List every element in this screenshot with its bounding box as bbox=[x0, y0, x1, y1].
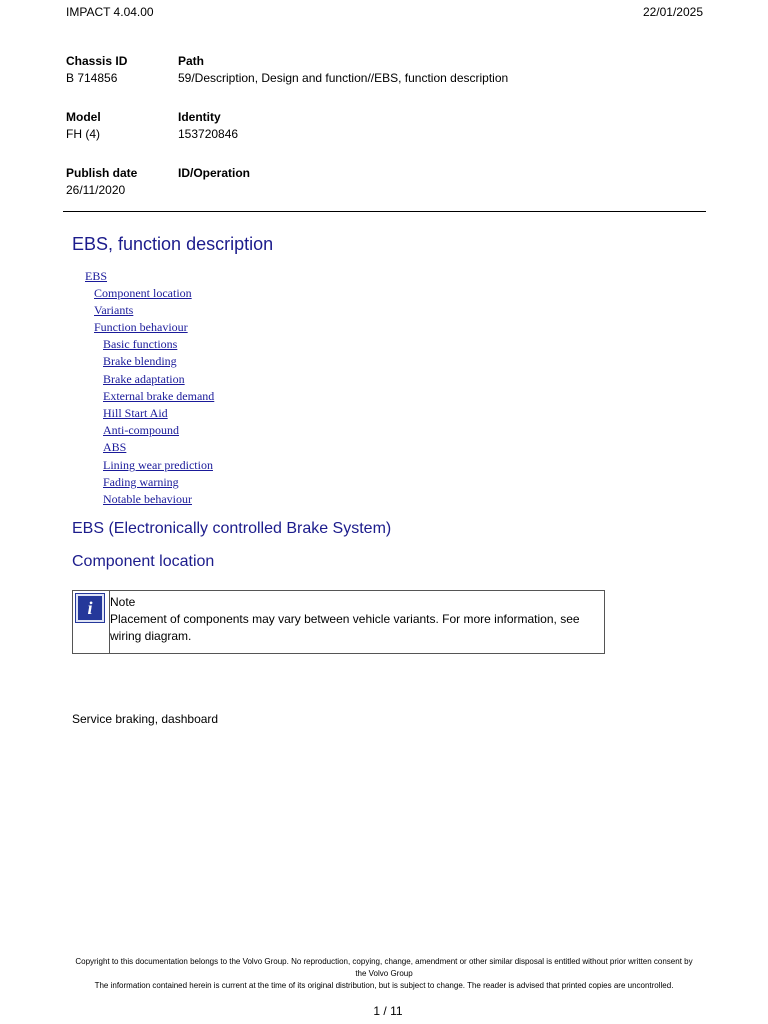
toc-link-notable-behaviour[interactable]: Notable behaviour bbox=[103, 492, 192, 506]
footer-copyright-line1: Copyright to this documentation belongs to the Volvo Group. No reproduction, copying, change, amendment or other similar disposal is entitled without prior written consent by bbox=[75, 957, 693, 966]
note-text: Placement of components may vary between vehicle variants. For more information, see wiring diagram. bbox=[110, 612, 580, 643]
page-title: EBS, function description bbox=[72, 234, 274, 254]
info-icon: i bbox=[76, 594, 104, 622]
header-divider bbox=[63, 211, 706, 212]
toc-link-abs[interactable]: ABS bbox=[103, 440, 127, 454]
toc-link-external-brake-demand[interactable]: External brake demand bbox=[103, 389, 215, 403]
toc-link-brake-blending[interactable]: Brake blending bbox=[103, 354, 177, 368]
toc-link-function-behaviour[interactable]: Function behaviour bbox=[94, 320, 188, 334]
identity-value: 153720846 bbox=[178, 127, 239, 141]
toc-link-hill-start-aid[interactable]: Hill Start Aid bbox=[103, 406, 168, 420]
publish-date-label: Publish date bbox=[66, 166, 138, 180]
figure-caption: Service braking, dashboard bbox=[72, 712, 219, 726]
path-label: Path bbox=[178, 54, 205, 68]
toc-link-anti-compound[interactable]: Anti-compound bbox=[103, 423, 179, 437]
toc-link-brake-adaptation[interactable]: Brake adaptation bbox=[103, 372, 185, 386]
app-version: IMPACT 4.04.00 bbox=[66, 5, 154, 19]
footer-copyright-line2: the Volvo Group bbox=[355, 969, 413, 978]
chassis-id-label: Chassis ID bbox=[66, 54, 128, 68]
section-heading-ebs: EBS (Electronically controlled Brake System) bbox=[72, 520, 392, 537]
toc-link-basic-functions[interactable]: Basic functions bbox=[103, 337, 178, 351]
publish-date-value: 26/11/2020 bbox=[66, 183, 126, 197]
toc-link-component-location[interactable]: Component location bbox=[94, 286, 192, 300]
toc-link-lining-wear-prediction[interactable]: Lining wear prediction bbox=[103, 458, 213, 472]
toc-link-ebs[interactable]: EBS bbox=[85, 269, 108, 283]
path-value: 59/Description, Design and function//EBS, function description bbox=[178, 71, 509, 85]
section-heading-component-location: Component location bbox=[72, 553, 215, 570]
chassis-id-value: B 714856 bbox=[66, 71, 118, 85]
model-label: Model bbox=[66, 110, 101, 124]
note-icon-cell bbox=[73, 591, 110, 653]
identity-label: Identity bbox=[178, 110, 221, 124]
toc-link-variants[interactable]: Variants bbox=[94, 303, 134, 317]
footer-disclaimer: The information contained herein is current at the time of its original distribution, but is subject to change. The reader is advised that printed copies are uncontrolled. bbox=[94, 981, 674, 990]
toc-link-fading-warning[interactable]: Fading warning bbox=[103, 475, 179, 489]
header-date: 22/01/2025 bbox=[642, 5, 703, 19]
note-title: Note bbox=[110, 595, 136, 609]
note-box bbox=[72, 590, 605, 654]
model-value: FH (4) bbox=[66, 127, 100, 141]
page-number: 1 / 11 bbox=[373, 1004, 403, 1018]
id-operation-label: ID/Operation bbox=[178, 166, 251, 180]
